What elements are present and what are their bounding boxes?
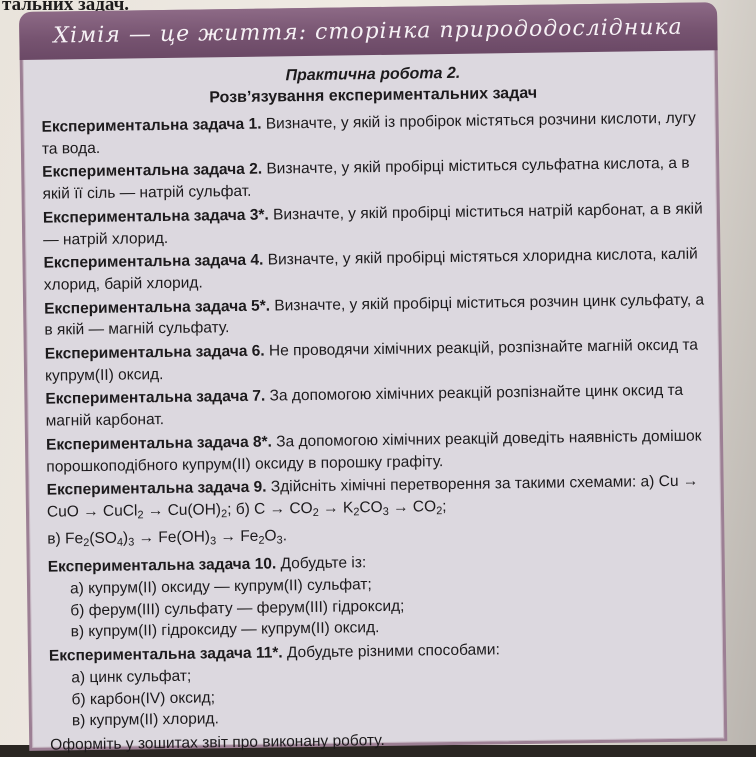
task-11-item-a: а) цинк сульфат;: [71, 667, 192, 687]
task-8: [46, 425, 711, 478]
scheme-b: б) $C \to CO_2 \to K_2CO_3 \to CO_2$;: [231, 498, 447, 519]
task-text: Не проводячи хімічних реакцій, розпізнайте магній оксид та купрум(ІІ) оксид.: [44, 336, 699, 385]
task-4: [43, 244, 708, 297]
task-text: Визначте, у якій пробірці міститься сульфатна кислота, а в якій її сіль — натрій сульфат.: [42, 155, 690, 203]
task-label: Експериментальна задача 1.: [41, 115, 262, 136]
content: [41, 59, 715, 756]
task-10-item-v: в) купрум(ІІ) гідроксиду — купрум(ІІ) оксид.: [70, 619, 380, 641]
task-10: [48, 548, 713, 644]
task-text: Визначте, у якій пробірці міститься розчин цинк сульфату, а в якій — магній сульфату.: [44, 291, 705, 340]
task-10-item-b: б) ферум(ІІІ) сульфату — ферум(ІІІ) гідроксид;: [70, 597, 405, 620]
task-10-item-a: а) купрум(ІІ) оксиду — купрум(ІІ) сульфат;: [69, 576, 372, 598]
task-label: Експериментальна задача 4.: [43, 251, 264, 272]
task-text: За допомогою хімічних реакцій розпізнайте цинк оксид та магній карбонат.: [45, 382, 684, 430]
banner-title: Хімія — це життя: сторінка природодослідника: [53, 14, 683, 49]
task-6: [45, 334, 710, 387]
task-5: [44, 289, 709, 342]
task-2: [42, 153, 707, 206]
practical-work-subtitle: Розв’язування експериментальних задач: [209, 84, 538, 107]
task-11-item-v: в) купрум(ІІ) хлорид.: [71, 710, 219, 730]
task-3: [43, 198, 708, 251]
task-text: Здійсніть хімічні перетворення за такими схемами:: [266, 473, 637, 496]
task-label: Експериментальна задача 11*.: [48, 644, 283, 665]
task-label: Експериментальна задача 10.: [47, 555, 277, 577]
practical-work-title: Практична робота 2.: [285, 64, 461, 85]
task-text: Визначте, у якій пробірці міститься натрій карбонат, а в якій — натрій хлорид.: [43, 200, 703, 249]
task-text: Визначте, у якій із пробірок містяться розчини кислоти, лугу та вода.: [41, 109, 696, 158]
task-7: [45, 380, 710, 433]
task-11: [49, 637, 714, 733]
task-1: [41, 107, 706, 160]
task-text: Добудьте різними способами:: [282, 641, 500, 662]
section-banner: [19, 2, 718, 60]
task-label: Експериментальна задача 7.: [45, 388, 266, 409]
task-label: Експериментальна задача 2.: [42, 161, 263, 182]
previous-text-line: тальних задач.: [2, 0, 130, 15]
report-instruction: Оформіть у зошитах звіт про виконану роботу.: [50, 731, 385, 754]
task-text: Визначте, у якій пробірці містяться хлоридна кислота, калій хлорид, барій хлорид.: [43, 245, 698, 294]
task-label: Експериментальна задача 9.: [46, 478, 267, 499]
task-9: [47, 471, 712, 555]
practical-work-box: [19, 2, 727, 754]
task-label: Експериментальна задача 3*.: [42, 206, 269, 227]
task-label: Експериментальна задача 6.: [44, 342, 265, 363]
task-label: Експериментальна задача 8*.: [45, 433, 273, 454]
task-11-item-b: б) карбон(IV) оксид;: [71, 688, 216, 708]
task-text: За допомогою хімічних реакцій доведіть наявність домішок порошкоподібного купрум(ІІ) оксиду в порошку графіту.: [46, 427, 702, 476]
scheme-a: а) Cu → CuO → CuCl$_2$ → $Cu(OH)_2$;: [46, 472, 699, 522]
task-text: Добудьте із:: [276, 554, 367, 573]
scheme-v: в) $Fe_2(SO_4)_3 \to Fe(OH)_3 \to Fe_2O_3$.: [47, 526, 288, 549]
task-label: Експериментальна задача 5*.: [44, 297, 271, 318]
